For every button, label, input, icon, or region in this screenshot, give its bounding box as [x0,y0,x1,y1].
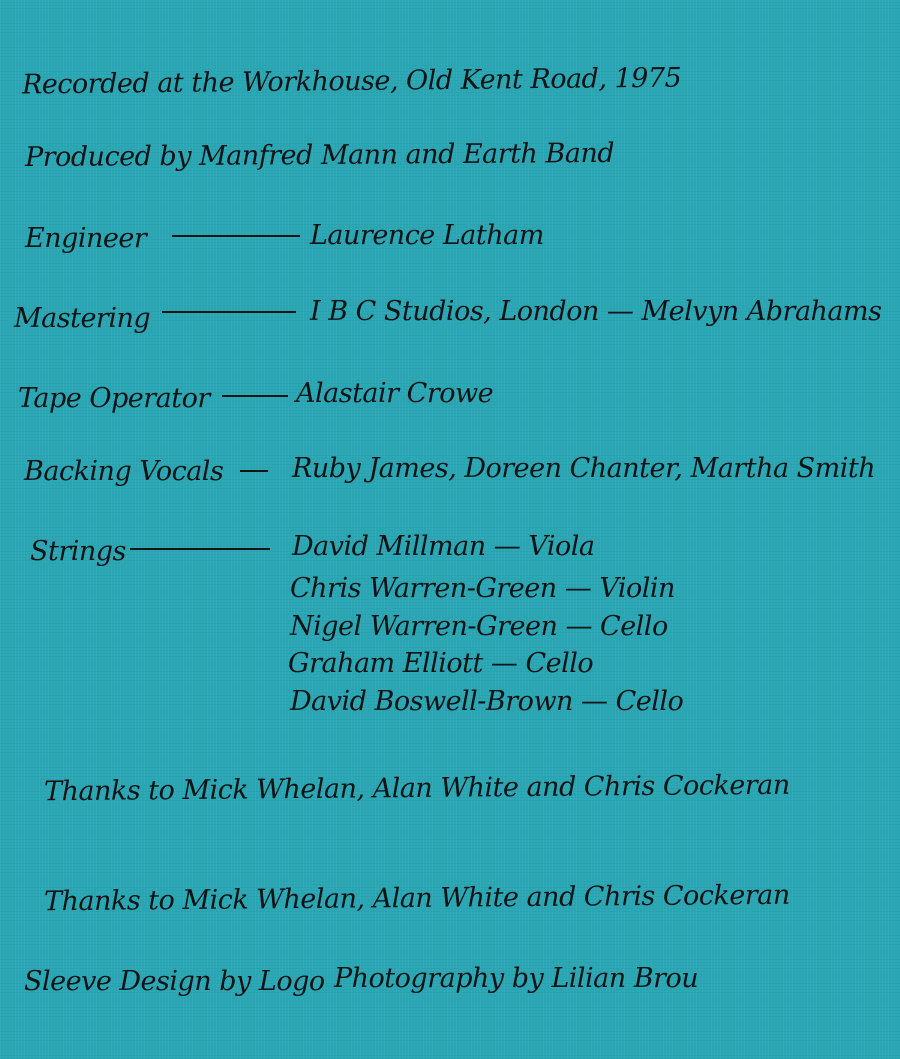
mastering-label: Mastering [14,303,151,334]
strings-player: Graham Elliott — Cello [288,648,594,679]
strings-player: Nigel Warren-Green — Cello [290,611,668,642]
backing-vocals-label: Backing Vocals [24,456,224,487]
engineer-dash [172,235,300,237]
engineer-label: Engineer [25,223,147,254]
backing-vocals-dash [240,470,268,472]
engineer-name: Laurence Latham [310,220,544,251]
thanks-line: Thanks to Mick Whelan, Alan White and Chris Cockeran [43,769,790,808]
sleeve-design-line: Sleeve Design by Logo [24,966,325,997]
thanks-line: Thanks to Mick Whelan, Alan White and Chris Cockeran [43,879,790,918]
mastering-dash [162,311,296,313]
strings-dash [130,548,270,550]
tape-operator-label: Tape Operator [18,383,210,414]
recorded-line: Recorded at the Workhouse, Old Kent Road, 1975 [21,62,682,101]
strings-player: David Boswell-Brown — Cello [290,686,684,717]
backing-vocals-name: Ruby James, Doreen Chanter, Martha Smith [292,453,876,484]
mastering-name: I B C Studios, London — Melvyn Abrahams [310,296,882,327]
strings-player: Chris Warren-Green — Violin [290,573,675,604]
tape-operator-dash [222,395,288,397]
photography-line: Photography by Lilian Brou [334,963,699,994]
produced-line: Produced by Manfred Mann and Earth Band [24,137,615,174]
strings-label: Strings [30,536,126,567]
strings-player: David Millman — Viola [292,531,595,562]
tape-operator-name: Alastair Crowe [296,378,494,409]
